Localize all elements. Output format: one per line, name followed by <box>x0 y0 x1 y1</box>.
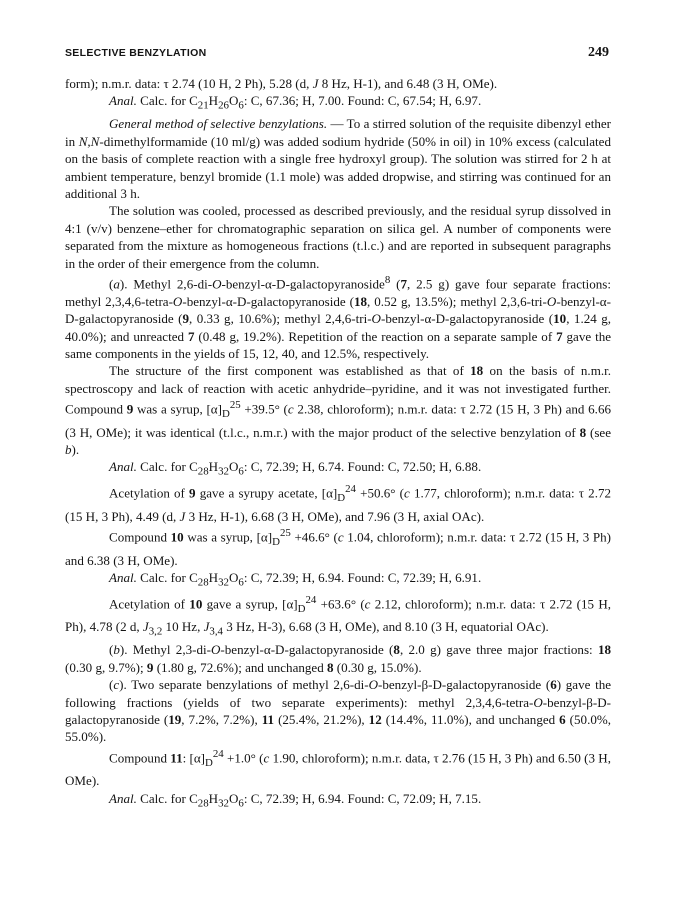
paragraph: Compound 11: $[\alpha]_D^{24} +1.0^\circ$ (c 1.90, chloroform); n.m.r. data, τ 2.76 (15 H, 3 Ph) and 6.50 (3 H, OMe). <box>65 747 611 789</box>
paragraph: (a). Methyl 2,6-di-O-benzyl-α-D-galactopyranoside$^8$ (7, 2.5 g) gave four separate fractions: methyl 2,3,4,6-tetra-O-benzyl-α-D-galactopyranoside (18, 0.52 g, 13.5%); methyl 2,3,6-tri-O-benzyl-α-D-galactopyranoside (9, 0.33 g, 10.6%); methyl 2,4,6-tri-O-benzyl-α-D-galactopyranoside (10, 1.24 g, 40.0%); and unreacted 7 (0.48 g, 19.2%). Repetition of the reaction on a separate sample of 7 gave the same components in the yields of 15, 12, 40, and 12.5%, respectively. <box>65 274 612 362</box>
paragraph: (c). Two separate benzylations of methyl 2,6-di-O-benzyl-β-D-galactopyranoside (6) gave the following fractions (yields of two separate experiments): methyl 2,3,4,6-tetra-O-benzyl-β-D-galactopyranoside (19, 7.2%, 7.2%), 11 (25.4%, 21.2%), 12 (14.4%, 11.0%), and unchanged 6 (50.0%, 55.0%). <box>65 677 612 745</box>
paragraph: Anal. Calc. for $C_{21}H_{26}O_6$: C, 67.36; H, 7.00. Found: C, 67.54; H, 6.97. <box>109 93 482 113</box>
body-text <box>65 75 611 813</box>
paragraph: Acetylation of 10 gave a syrup, $[\alpha]_D^{24} +63.6^\circ$ (c 2.12, chloroform); n.m.r. data: τ 2.72 (15 H, Ph), 4.78 (2 d, $J_{3,2}$ 10 Hz, $J_{3,4}$ 3 Hz, H-3), 6.68 (3 H, OMe), and 8.10 (3 H, equatorial OAc). <box>65 594 612 638</box>
paragraph: (b). Methyl 2,3-di-O-benzyl-α-D-galactopyranoside (8, 2.0 g) gave three major fractions: 18 (0.30 g, 9.7%); 9 (1.80 g, 72.6%); and unchanged 8 (0.30 g, 15.0%). <box>65 642 612 675</box>
page-header <box>65 47 609 63</box>
paragraph: Anal. Calc. for $C_{28}H_{32}O_6$: C, 72.39; H, 6.74. Found: C, 72.50; H, 6.88. <box>109 459 482 479</box>
paragraph: General method of selective benzylations. — To a stirred solution of the requisite dibenzyl ether in N,N-dimethylformamide (10 ml/g) was added sodium hydride (50% in oil) in 10% excess (calculated on the basis of complete reaction with a single free hydroxyl group). The solution was stirred for 2 h at ambient temperature, benzyl bromide (1.1 mole) was added dropwise, and stirring was continued for an additional 3 h. <box>65 116 611 202</box>
paragraph: Compound 10 was a syrup, $[\alpha]_D^{25} +46.6^\circ$ (c 1.04, chloroform); n.m.r. data: τ 2.72 (15 H, 3 Ph) and 6.38 (3 H, OMe). <box>65 527 611 568</box>
paragraph: The structure of the first component was established as that of 18 on the basis of n.m.r. spectroscopy and lack of reaction with acetic anhydride–pyridine, and it was not investigated further. Compound 9 was a syrup, $[\alpha]_D^{25} +39.5^\circ$ (c 2.38, chloroform); n.m.r. data: τ 2.72 (15 H, 3 Ph) and 6.66 (3 H, OMe); it was identical (t.l.c., n.m.r.) with the major product of the selective benzylation of 8 (see b). <box>65 363 612 458</box>
paragraph: Acetylation of 9 gave a syrupy acetate, $[\alpha]_D^{24} +50.6^\circ$ (c 1.77, chloroform); n.m.r. data: τ 2.72 (15 H, 3 Ph), 4.49 (d, J 3 Hz, H-1), 6.68 (3 H, OMe), and 7.96 (3 H, axial OAc). <box>65 483 612 524</box>
paragraph: form); n.m.r. data: τ 2.74 (10 H, 2 Ph), 5.28 (d, J 8 Hz, H-1), and 6.48 (3 H, OMe). <box>65 76 498 91</box>
paragraph: The solution was cooled, processed as described previously, and the residual syrup dissolved in 4:1 (v/v) benzene–ether for chromatographic separation on silica gel. A number of components were separated from the mixture as homogeneous fractions (t.l.c.) and are reported in subsequent paragraphs in the order of their emergence from the column. <box>65 203 611 271</box>
running-head: SELECTIVE BENZYLATION <box>65 47 207 59</box>
paragraph: Anal. Calc. for $C_{28}H_{32}O_6$: C, 72.39; H, 6.94. Found: C, 72.09; H, 7.15. <box>109 790 482 810</box>
paragraph: Anal. Calc. for $C_{28}H_{32}O_6$: C, 72.39; H, 6.94. Found: C, 72.39; H, 6.91. <box>109 569 482 589</box>
page-number: 249 <box>588 45 609 60</box>
